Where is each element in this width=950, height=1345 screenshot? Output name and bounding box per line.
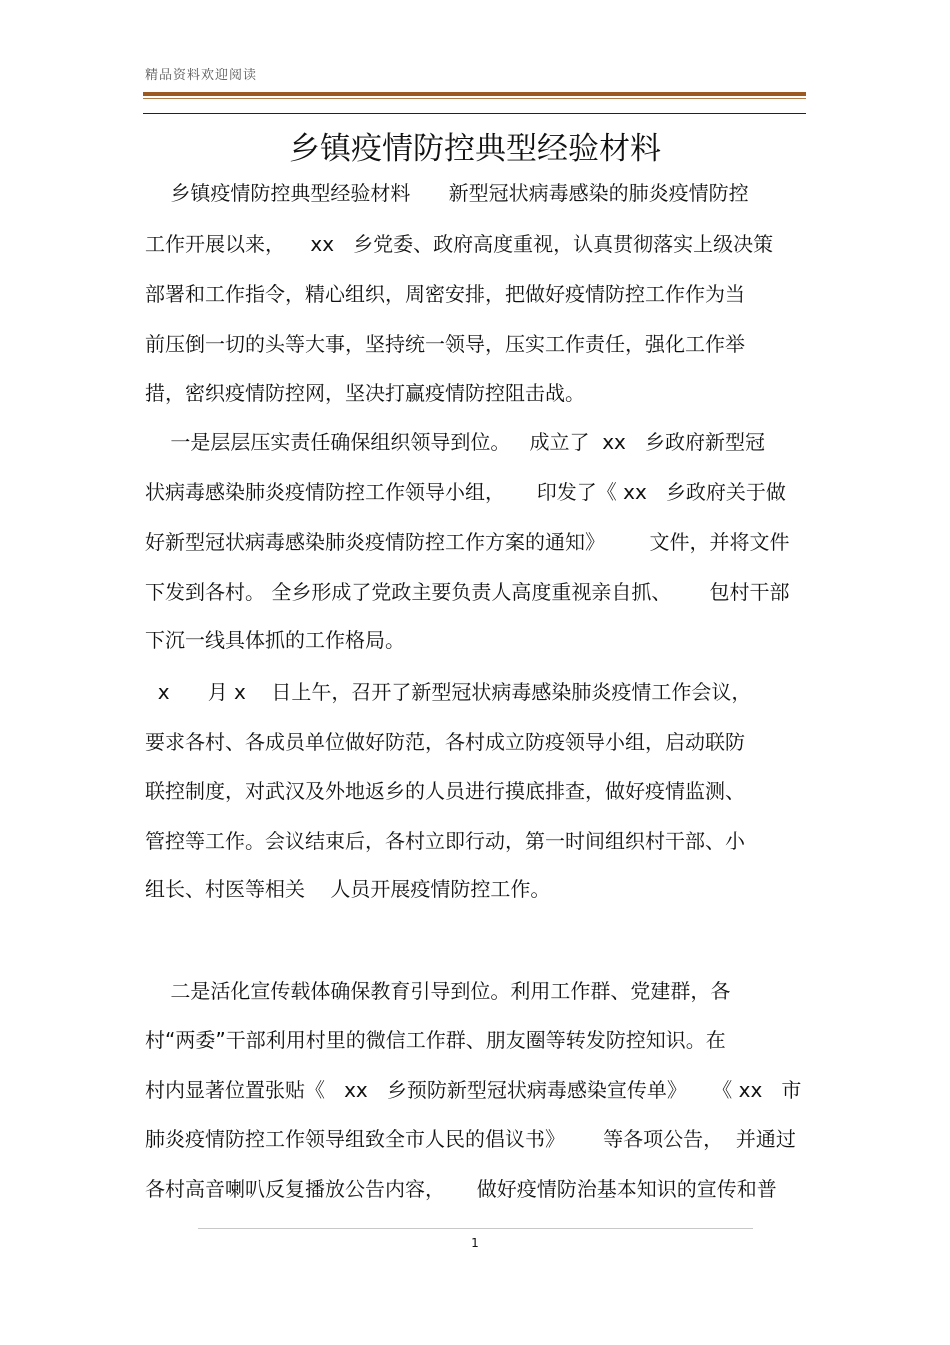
body-line: 措，密织疫情防控网，坚决打赢疫情防控阻击战。	[145, 381, 585, 405]
body-line: 二是活化宣传载体确保教育引导到位。利用工作群、党建群，各	[145, 979, 731, 1003]
body-line: 前压倒一切的头等大事，坚持统一领导，压实工作责任，强化工作举	[145, 332, 745, 356]
body-line: 下发到各村。 全乡形成了党政主要负责人高度重视亲自抓、 包村干部	[145, 580, 790, 604]
body-line: 下沉一线具体抓的工作格局。	[145, 628, 405, 652]
header-rule-accent	[143, 98, 806, 99]
body-line: 肺炎疫情防控工作领导组致全市人民的倡议书》 等各项公告， 并通过	[145, 1127, 796, 1151]
page-number: 1	[471, 1236, 479, 1250]
header-rule-thin	[143, 113, 806, 114]
body-line: 部署和工作指令，精心组织，周密安排，把做好疫情防控工作作为当	[145, 282, 745, 306]
body-line: 状病毒感染肺炎疫情防控工作领导小组， 印发了《 xx 乡政府关于做	[145, 480, 786, 504]
body-line: 工作开展以来， xx 乡党委、政府高度重视，认真贯彻落实上级决策	[145, 232, 774, 256]
body-line: 管控等工作。会议结束后，各村立即行动，第一时间组织村干部、小	[145, 829, 745, 853]
running-header: 精品资料欢迎阅读	[145, 68, 258, 83]
body-line: 各村高音喇叭反复播放公告内容， 做好疫情防治基本知识的宣传和普	[145, 1177, 777, 1201]
body-line: 村“两委”干部利用村里的微信工作群、朋友圈等转发防控知识。在	[145, 1028, 726, 1052]
footer-rule	[198, 1228, 753, 1229]
body-line: x 月 x 日上午，召开了新型冠状病毒感染肺炎疫情工作会议，	[145, 680, 752, 704]
body-line: 村内显著位置张贴《 xx 乡预防新型冠状病毒感染宣传单》 《 xx 市	[145, 1078, 802, 1102]
body-line: 好新型冠状病毒感染肺炎疫情防控工作方案的通知》 文件，并将文件	[145, 530, 790, 554]
body-line: 要求各村、各成员单位做好防范，各村成立防疫领导小组，启动联防	[145, 730, 745, 754]
document-title: 乡镇疫情防控典型经验材料	[289, 131, 661, 167]
body-line: 一是层层压实责任确保组织领导到位。 成立了 xx 乡政府新型冠	[145, 430, 765, 454]
body-line: 联控制度，对武汉及外地返乡的人员进行摸底排查，做好疫情监测、	[145, 779, 745, 803]
body-line: 乡镇疫情防控典型经验材料 新型冠状病毒感染的肺炎疫情防控	[145, 181, 749, 205]
header-rule-thick	[143, 92, 806, 96]
body-line: 组长、村医等相关 人员开展疫情防控工作。	[145, 877, 551, 901]
